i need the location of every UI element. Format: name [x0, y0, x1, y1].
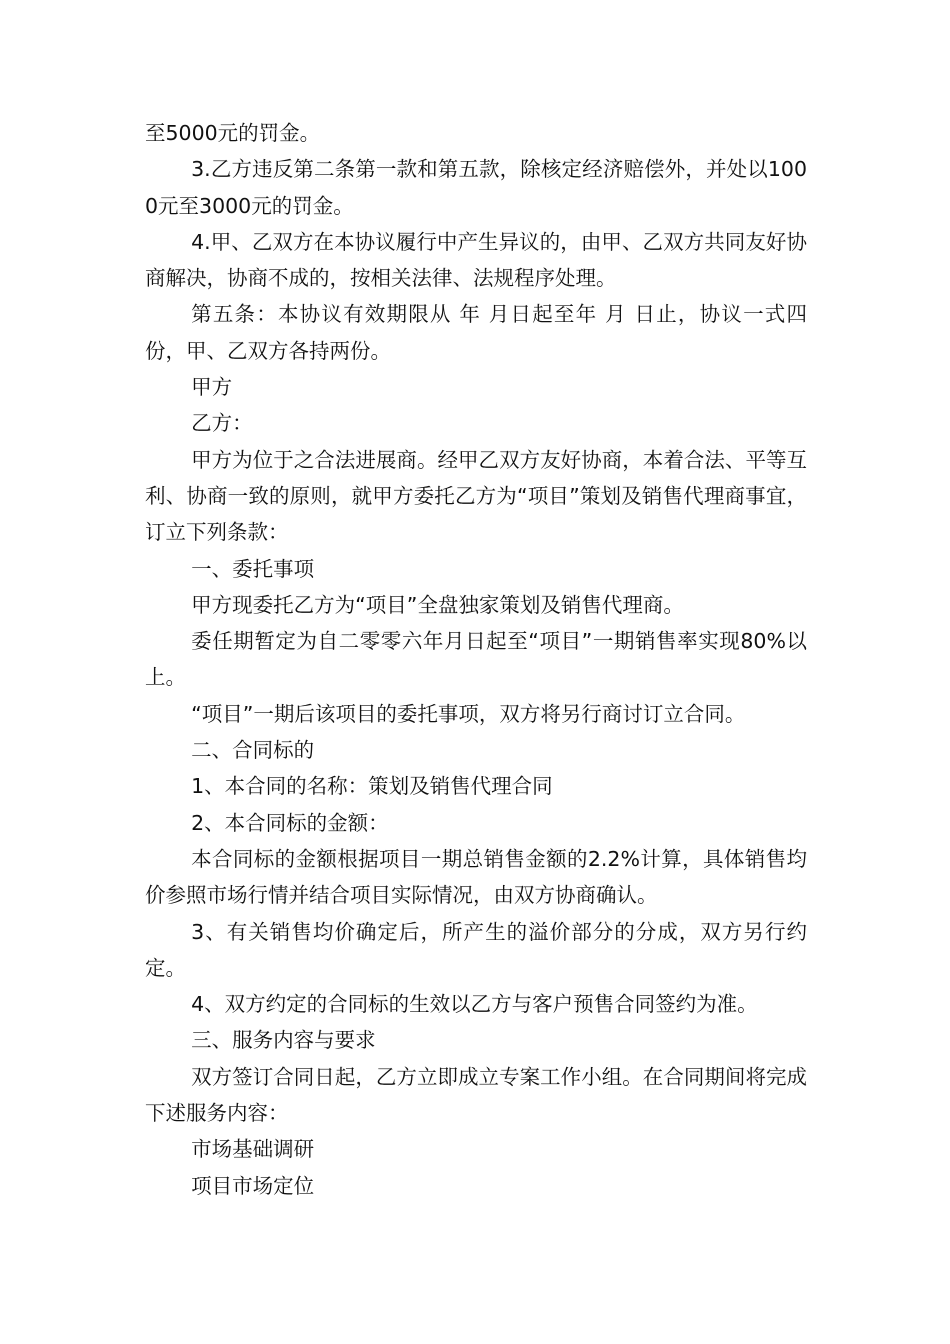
paragraph-premium-share: 3、有关销售均价确定后，所产生的溢价部分的分成，双方另行约定。: [145, 919, 807, 980]
paragraph-amount-detail: 本合同标的金额根据项目一期总销售金额的2.2%计算，具体销售均价参照市场行情并结合项目实际情况，由双方协商确认。: [145, 846, 807, 908]
list-item-market-research: 市场基础调研: [191, 1137, 315, 1162]
section-heading-1: 一、委托事项: [191, 556, 315, 581]
party-b-label: 乙方：: [191, 411, 253, 436]
paragraph-clause-3: 3.乙方违反第二条第一款和第五款，除核定经济赔偿外，并处以1000元至3000元的罚金。: [145, 157, 807, 218]
paragraph-contract-amount: 2、本合同标的金额：: [191, 810, 389, 835]
paragraph-effective: 4、双方约定的合同标的生效以乙方与客户预售合同签约为准。: [191, 992, 758, 1017]
paragraph-preamble: 甲方为位于之合法进展商。经甲乙双方友好协商，本着合法、平等互利、协商一致的原则，就甲方委托乙方为“项目”策划及销售代理商事宜，订立下列条款：: [145, 447, 807, 545]
list-item-market-positioning: 项目市场定位: [191, 1173, 315, 1198]
paragraph-clause-4: 4.甲、乙双方在本协议履行中产生异议的，由甲、乙双方共同友好协商解决，协商不成的，按相关法律、法规程序处理。: [145, 229, 807, 291]
section-heading-2: 二、合同标的: [191, 738, 315, 763]
paragraph-term: 委任期暂定为自二零零六年月日起至“项目”一期销售率实现80%以上。: [145, 629, 807, 690]
paragraph-article-5: 第五条：本协议有效期限从 年 月日起至年 月 日止，协议一式四份，甲、乙双方各持两份。: [145, 302, 807, 363]
paragraph-entrust: 甲方现委托乙方为“项目”全盘独家策划及销售代理商。: [191, 592, 684, 617]
paragraph-after-phase: “项目”一期后该项目的委托事项，双方将另行商讨订立合同。: [191, 701, 746, 726]
party-a-label: 甲方: [191, 375, 233, 400]
section-heading-3: 三、服务内容与要求: [191, 1028, 376, 1053]
document-body: [145, 115, 807, 1204]
paragraph-penalty-continuation: 至5000元的罚金。: [145, 121, 321, 145]
paragraph-contract-name: 1、本合同的名称：策划及销售代理合同: [191, 774, 553, 799]
paragraph-service-intro: 双方签订合同日起，乙方立即成立专案工作小组。在合同期间将完成下述服务内容：: [145, 1064, 807, 1126]
